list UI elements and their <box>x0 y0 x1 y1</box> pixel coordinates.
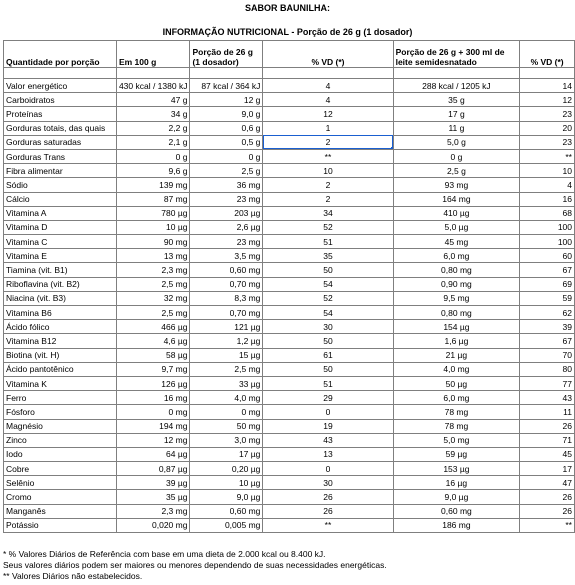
cell-porcao-leite[interactable]: 0,80 mg <box>393 263 520 277</box>
cell-em100[interactable]: 10 µg <box>116 220 190 234</box>
cell-porcao-leite[interactable]: 2,5 g <box>393 164 520 178</box>
cell-vd1[interactable]: 10 <box>263 164 393 178</box>
cell-porcao-leite[interactable]: 4,0 mg <box>393 362 520 376</box>
cell[interactable] <box>190 68 263 79</box>
cell-vd1[interactable]: 51 <box>263 235 393 249</box>
cell-nutrient[interactable]: Ácido fólico <box>4 320 117 334</box>
cell-porcao-leite[interactable]: 5,0 mg <box>393 433 520 447</box>
cell-porcao-leite[interactable]: 5,0 g <box>393 135 520 149</box>
cell-porcao[interactable]: 2,6 µg <box>190 220 263 234</box>
cell-porcao-leite[interactable]: 21 µg <box>393 348 520 362</box>
cell-porcao[interactable]: 23 mg <box>190 192 263 206</box>
cell-vd2[interactable]: 23 <box>520 107 575 121</box>
cell-porcao-leite[interactable]: 59 µg <box>393 447 520 461</box>
cell-em100[interactable]: 2,2 g <box>116 121 190 135</box>
table-row <box>4 504 575 518</box>
cell-vd1[interactable]: 50 <box>263 263 393 277</box>
cell-vd1[interactable]: 2 <box>263 192 393 206</box>
header-row <box>4 41 575 68</box>
cell-nutrient[interactable]: Vitamina K <box>4 376 117 390</box>
cell-vd1[interactable]: 19 <box>263 419 393 433</box>
table-row <box>4 391 575 405</box>
table-subtitle: INFORMAÇÃO NUTRICIONAL - Porção de 26 g (1 dosador) <box>162 27 413 37</box>
header-quantidade[interactable]: Quantidade por porção <box>4 41 117 68</box>
cell-vd1[interactable]: 34 <box>263 206 393 220</box>
cell-vd2[interactable]: 100 <box>520 235 575 249</box>
cell-em100[interactable]: 0 mg <box>116 405 190 419</box>
header-vd2[interactable]: % VD (*) <box>520 41 575 68</box>
cell-vd2[interactable]: 12 <box>520 93 575 107</box>
cell-porcao-leite[interactable]: 78 mg <box>393 405 520 419</box>
cell-nutrient[interactable]: Vitamina E <box>4 249 117 263</box>
cell-porcao[interactable]: 0 mg <box>190 405 263 419</box>
table-row <box>4 462 575 476</box>
cell-porcao[interactable]: 121 µg <box>190 320 263 334</box>
cell-vd2[interactable]: 17 <box>520 462 575 476</box>
cell-porcao-leite[interactable]: 154 µg <box>393 320 520 334</box>
cell-vd2[interactable]: 77 <box>520 376 575 390</box>
cell-nutrient[interactable]: Riboflavina (vit. B2) <box>4 277 117 291</box>
page-title: SABOR BAUNILHA: <box>245 3 330 13</box>
cell-nutrient[interactable]: Cobre <box>4 462 117 476</box>
table-row <box>4 447 575 461</box>
cell-vd2[interactable]: 100 <box>520 220 575 234</box>
cell-porcao-leite[interactable]: 16 µg <box>393 476 520 490</box>
header-vd1[interactable]: % VD (*) <box>263 41 393 68</box>
cell-vd2[interactable]: 67 <box>520 334 575 348</box>
cell-vd2[interactable]: 43 <box>520 391 575 405</box>
cell-nutrient[interactable]: Fósforo <box>4 405 117 419</box>
cell-vd2[interactable]: 39 <box>520 320 575 334</box>
table-row <box>4 348 575 362</box>
table-row <box>4 306 575 320</box>
cell-em100[interactable]: 34 g <box>116 107 190 121</box>
table-row <box>4 107 575 121</box>
table-row <box>4 291 575 305</box>
cell-porcao[interactable]: 0,005 mg <box>190 518 263 532</box>
cell-nutrient[interactable]: Valor energético <box>4 79 117 93</box>
cell-vd1[interactable]: 1 <box>263 121 393 135</box>
cell-porcao-leite[interactable]: 410 µg <box>393 206 520 220</box>
cell-porcao[interactable]: 0,70 mg <box>190 277 263 291</box>
cell-em100[interactable]: 2,5 mg <box>116 306 190 320</box>
cell-nutrient[interactable]: Vitamina D <box>4 220 117 234</box>
cell-vd1[interactable]: 0 <box>263 405 393 419</box>
cell-vd1[interactable]: 52 <box>263 220 393 234</box>
table-row <box>4 334 575 348</box>
cell-porcao[interactable]: 0,6 g <box>190 121 263 135</box>
cell-porcao-leite[interactable]: 6,0 mg <box>393 249 520 263</box>
cell-nutrient[interactable]: Biotina (vit. H) <box>4 348 117 362</box>
footnote: ** Valores Diários não estabelecidos. <box>3 571 143 581</box>
table-row <box>4 405 575 419</box>
cell-vd2[interactable]: 26 <box>520 419 575 433</box>
cell-em100[interactable]: 32 mg <box>116 291 190 305</box>
cell-nutrient[interactable]: Cálcio <box>4 192 117 206</box>
cell-vd2[interactable]: 26 <box>520 504 575 518</box>
cell-nutrient[interactable]: Potássio <box>4 518 117 532</box>
cell-vd1[interactable]: 30 <box>263 476 393 490</box>
cell-em100[interactable]: 90 mg <box>116 235 190 249</box>
cell-porcao[interactable]: 0,5 g <box>190 135 263 149</box>
cell-porcao[interactable]: 10 µg <box>190 476 263 490</box>
cell-em100[interactable]: 780 µg <box>116 206 190 220</box>
cell-porcao-leite[interactable]: 6,0 mg <box>393 391 520 405</box>
cell-vd1[interactable]: 29 <box>263 391 393 405</box>
cell-vd1[interactable]: 61 <box>263 348 393 362</box>
cell-vd1[interactable]: 2 <box>263 135 393 149</box>
nutrition-table <box>3 40 575 533</box>
cell-em100[interactable]: 0,87 µg <box>116 462 190 476</box>
cell-porcao-leite[interactable]: 45 mg <box>393 235 520 249</box>
cell-em100[interactable]: 35 µg <box>116 490 190 504</box>
cell-em100[interactable]: 9,7 mg <box>116 362 190 376</box>
cell-vd1[interactable]: 2 <box>263 178 393 192</box>
cell-porcao-leite[interactable]: 0,60 mg <box>393 504 520 518</box>
cell-vd1[interactable]: 52 <box>263 291 393 305</box>
cell-vd2[interactable]: 45 <box>520 447 575 461</box>
cell-nutrient[interactable]: Iodo <box>4 447 117 461</box>
cell-porcao[interactable]: 9,0 g <box>190 107 263 121</box>
cell-vd1[interactable]: 4 <box>263 79 393 93</box>
cell-vd1[interactable]: 13 <box>263 447 393 461</box>
cell-vd2[interactable]: 59 <box>520 291 575 305</box>
table-row <box>4 164 575 178</box>
cell-em100[interactable]: 2,1 g <box>116 135 190 149</box>
cell-vd2[interactable]: 70 <box>520 348 575 362</box>
cell-vd2[interactable]: 60 <box>520 249 575 263</box>
cell-em100[interactable]: 13 mg <box>116 249 190 263</box>
cell-nutrient[interactable]: Proteínas <box>4 107 117 121</box>
cell-nutrient[interactable]: Gorduras saturadas <box>4 135 117 149</box>
cell-nutrient[interactable]: Sódio <box>4 178 117 192</box>
table-row <box>4 320 575 334</box>
cell-vd2[interactable]: 71 <box>520 433 575 447</box>
table-body <box>4 79 575 533</box>
cell-porcao[interactable]: 0 g <box>190 149 263 163</box>
cell-nutrient[interactable]: Vitamina B12 <box>4 334 117 348</box>
cell-nutrient[interactable]: Selênio <box>4 476 117 490</box>
cell[interactable] <box>263 68 393 79</box>
cell[interactable] <box>116 68 190 79</box>
table-row <box>4 490 575 504</box>
table-row <box>4 433 575 447</box>
table-row <box>4 121 575 135</box>
cell-em100[interactable]: 39 µg <box>116 476 190 490</box>
cell[interactable] <box>4 68 117 79</box>
cell-em100[interactable]: 0 g <box>116 149 190 163</box>
cell-nutrient[interactable]: Manganês <box>4 504 117 518</box>
cell-nutrient[interactable]: Fibra alimentar <box>4 164 117 178</box>
cell-vd1[interactable]: ** <box>263 149 393 163</box>
cell-em100[interactable]: 87 mg <box>116 192 190 206</box>
cell-vd2[interactable]: 20 <box>520 121 575 135</box>
cell-vd2[interactable]: 26 <box>520 490 575 504</box>
cell-porcao[interactable]: 4,0 mg <box>190 391 263 405</box>
spacer-row <box>4 68 575 79</box>
table-row <box>4 220 575 234</box>
cell[interactable] <box>520 68 575 79</box>
cell-nutrient[interactable]: Gorduras totais, das quais <box>4 121 117 135</box>
cell-vd2[interactable]: ** <box>520 518 575 532</box>
cell-porcao-leite[interactable]: 9,0 µg <box>393 490 520 504</box>
cell-em100[interactable]: 2,3 mg <box>116 263 190 277</box>
cell-nutrient[interactable]: Cromo <box>4 490 117 504</box>
header-porcao-leite[interactable]: Porção de 26 g + 300 ml de leite semidesnatado <box>393 41 520 68</box>
cell[interactable] <box>393 68 520 79</box>
table-row <box>4 419 575 433</box>
cell-em100[interactable]: 466 µg <box>116 320 190 334</box>
cell-em100[interactable]: 58 µg <box>116 348 190 362</box>
table-row <box>4 135 575 149</box>
cell-vd1[interactable]: 35 <box>263 249 393 263</box>
cell-vd1[interactable]: 51 <box>263 376 393 390</box>
table-row <box>4 249 575 263</box>
table-row <box>4 277 575 291</box>
cell-em100[interactable]: 4,6 µg <box>116 334 190 348</box>
cell-porcao[interactable]: 2,5 mg <box>190 362 263 376</box>
cell-em100[interactable]: 2,5 mg <box>116 277 190 291</box>
cell-porcao[interactable]: 3,0 mg <box>190 433 263 447</box>
cell-porcao[interactable]: 17 µg <box>190 447 263 461</box>
cell-vd2[interactable]: 62 <box>520 306 575 320</box>
table-row <box>4 235 575 249</box>
header-em100[interactable]: Em 100 g <box>116 41 190 68</box>
cell-porcao-leite[interactable]: 0,80 mg <box>393 306 520 320</box>
footnotes <box>3 549 387 582</box>
cell-porcao-leite[interactable]: 78 mg <box>393 419 520 433</box>
cell-nutrient[interactable]: Ácido pantotênico <box>4 362 117 376</box>
table-row <box>4 518 575 532</box>
cell-porcao-leite[interactable]: 93 mg <box>393 178 520 192</box>
cell-porcao[interactable]: 12 g <box>190 93 263 107</box>
table-row <box>4 206 575 220</box>
cell-porcao[interactable]: 0,60 mg <box>190 263 263 277</box>
cell-nutrient[interactable]: Vitamina A <box>4 206 117 220</box>
cell-vd2[interactable]: 67 <box>520 263 575 277</box>
cell-porcao-leite[interactable]: 11 g <box>393 121 520 135</box>
cell-porcao[interactable]: 0,20 µg <box>190 462 263 476</box>
cell-em100[interactable]: 64 µg <box>116 447 190 461</box>
header-porcao[interactable]: Porção de 26 g (1 dosador) <box>190 41 263 68</box>
cell-porcao-leite[interactable]: 5,0 µg <box>393 220 520 234</box>
table-row <box>4 93 575 107</box>
cell-em100[interactable]: 2,3 mg <box>116 504 190 518</box>
cell-vd1[interactable]: 54 <box>263 306 393 320</box>
cell-vd2[interactable]: 47 <box>520 476 575 490</box>
table-row <box>4 79 575 93</box>
cell-nutrient[interactable]: Niacina (vit. B3) <box>4 291 117 305</box>
cell-vd2[interactable]: 23 <box>520 135 575 149</box>
cell-porcao[interactable]: 0,70 mg <box>190 306 263 320</box>
cell-vd2[interactable]: 68 <box>520 206 575 220</box>
cell-porcao[interactable]: 33 µg <box>190 376 263 390</box>
cell-porcao-leite[interactable]: 35 g <box>393 93 520 107</box>
footnote: * % Valores Diários de Referência com base em uma dieta de 2.000 kcal ou 8.400 kJ. <box>3 549 326 559</box>
cell-porcao[interactable]: 87 kcal / 364 kJ <box>190 79 263 93</box>
cell-vd2[interactable]: 69 <box>520 277 575 291</box>
table-row <box>4 263 575 277</box>
cell-vd2[interactable]: 16 <box>520 192 575 206</box>
cell-em100[interactable]: 47 g <box>116 93 190 107</box>
cell-porcao[interactable]: 50 mg <box>190 419 263 433</box>
cell-vd1[interactable]: 26 <box>263 504 393 518</box>
cell-vd2[interactable]: 10 <box>520 164 575 178</box>
table-row <box>4 178 575 192</box>
cell-em100[interactable]: 126 µg <box>116 376 190 390</box>
cell-porcao[interactable]: 0,60 mg <box>190 504 263 518</box>
cell-vd1[interactable]: 43 <box>263 433 393 447</box>
cell-em100[interactable]: 430 kcal / 1380 kJ <box>116 79 190 93</box>
cell-nutrient[interactable]: Zinco <box>4 433 117 447</box>
cell-em100[interactable]: 16 mg <box>116 391 190 405</box>
cell-nutrient[interactable]: Tiamina (vit. B1) <box>4 263 117 277</box>
cell-porcao[interactable]: 1,2 µg <box>190 334 263 348</box>
cell-vd1[interactable]: 26 <box>263 490 393 504</box>
cell-vd2[interactable]: 4 <box>520 178 575 192</box>
cell-em100[interactable]: 0,020 mg <box>116 518 190 532</box>
cell-vd1[interactable]: ** <box>263 518 393 532</box>
cell-em100[interactable]: 194 mg <box>116 419 190 433</box>
cell-porcao[interactable]: 8,3 mg <box>190 291 263 305</box>
cell-vd1[interactable]: 4 <box>263 93 393 107</box>
footnote: Seus valores diários podem ser maiores ou menores dependendo de suas necessidades energéticas. <box>3 560 387 570</box>
cell-nutrient[interactable]: Carboidratos <box>4 93 117 107</box>
cell-nutrient[interactable]: Ferro <box>4 391 117 405</box>
cell-porcao-leite[interactable]: 288 kcal / 1205 kJ <box>393 79 520 93</box>
cell-em100[interactable]: 139 mg <box>116 178 190 192</box>
table-row <box>4 192 575 206</box>
cell-porcao-leite[interactable]: 186 mg <box>393 518 520 532</box>
cell-vd1[interactable]: 30 <box>263 320 393 334</box>
cell-nutrient[interactable]: Magnésio <box>4 419 117 433</box>
table-row <box>4 476 575 490</box>
cell-porcao-leite[interactable]: 1,6 µg <box>393 334 520 348</box>
cell-vd1[interactable]: 12 <box>263 107 393 121</box>
cell-nutrient[interactable]: Gorduras Trans <box>4 149 117 163</box>
cell-vd1[interactable]: 50 <box>263 362 393 376</box>
cell-nutrient[interactable]: Vitamina B6 <box>4 306 117 320</box>
cell-porcao[interactable]: 9,0 µg <box>190 490 263 504</box>
cell-porcao[interactable]: 15 µg <box>190 348 263 362</box>
cell-vd2[interactable]: 14 <box>520 79 575 93</box>
cell-porcao-leite[interactable]: 0 g <box>393 149 520 163</box>
cell-porcao-leite[interactable]: 164 mg <box>393 192 520 206</box>
cell-porcao-leite[interactable]: 17 g <box>393 107 520 121</box>
cell-porcao-leite[interactable]: 153 µg <box>393 462 520 476</box>
cell-vd2[interactable]: 80 <box>520 362 575 376</box>
cell-vd2[interactable]: 11 <box>520 405 575 419</box>
cell-porcao[interactable]: 3,5 mg <box>190 249 263 263</box>
cell-em100[interactable]: 9,6 g <box>116 164 190 178</box>
cell-vd1[interactable]: 50 <box>263 334 393 348</box>
cell-vd1[interactable]: 54 <box>263 277 393 291</box>
cell-vd1[interactable]: 0 <box>263 462 393 476</box>
cell-em100[interactable]: 12 mg <box>116 433 190 447</box>
cell-porcao[interactable]: 23 mg <box>190 235 263 249</box>
table-row <box>4 149 575 163</box>
cell-vd2[interactable]: ** <box>520 149 575 163</box>
cell-porcao[interactable]: 203 µg <box>190 206 263 220</box>
cell-porcao[interactable]: 2,5 g <box>190 164 263 178</box>
cell-porcao-leite[interactable]: 50 µg <box>393 376 520 390</box>
table-row <box>4 376 575 390</box>
cell-porcao-leite[interactable]: 0,90 mg <box>393 277 520 291</box>
table-row <box>4 362 575 376</box>
cell-porcao-leite[interactable]: 9,5 mg <box>393 291 520 305</box>
cell-porcao[interactable]: 36 mg <box>190 178 263 192</box>
cell-nutrient[interactable]: Vitamina C <box>4 235 117 249</box>
